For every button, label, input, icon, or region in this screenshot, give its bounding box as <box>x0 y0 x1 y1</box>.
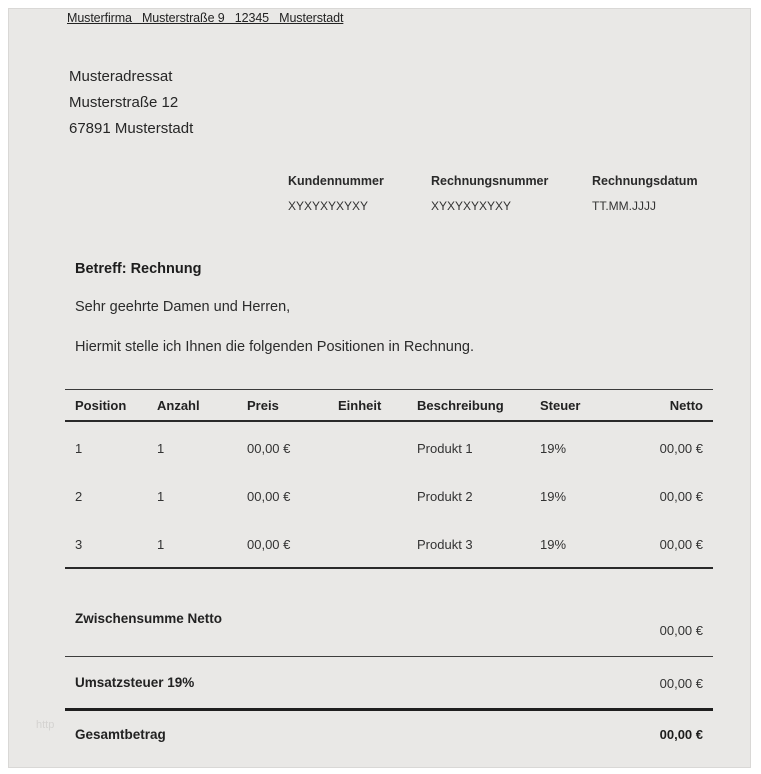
grand-total-value: 00,00 € <box>659 727 703 742</box>
invoice-number-value: XYXYXYXYXY <box>431 199 512 213</box>
table-row-2-preis: 00,00 € <box>247 489 291 504</box>
recipient-name: Musteradressat <box>69 68 173 85</box>
grand-total-label: Gesamtbetrag <box>75 727 166 742</box>
table-row-3-netto: 00,00 € <box>659 537 703 552</box>
table-row-3-beschreibung: Produkt 3 <box>417 537 473 552</box>
table-row-2-position: 2 <box>75 489 83 504</box>
column-header-netto: Netto <box>669 398 703 413</box>
vat-label: Umsatzsteuer 19% <box>75 675 195 690</box>
table-row-3-steuer: 19% <box>540 537 567 552</box>
table-row-2-beschreibung: Produkt 2 <box>417 489 473 504</box>
table-header-rule <box>65 420 713 422</box>
table-row-3-position: 3 <box>75 537 83 552</box>
sender-address-line: Musterfirma Musterstraße 9 12345 Musterstadt <box>67 11 344 25</box>
recipient-street: Musterstraße 12 <box>69 94 179 111</box>
column-header-anzahl: Anzahl <box>157 398 200 413</box>
column-header-steuer: Steuer <box>540 398 581 413</box>
invoice-number-label: Rechnungsnummer <box>431 174 549 188</box>
subtotal-rule <box>65 656 713 657</box>
table-row-3-anzahl: 1 <box>157 537 165 552</box>
column-header-preis: Preis <box>247 398 279 413</box>
table-row-1-netto: 00,00 € <box>659 441 703 456</box>
table-row-2-steuer: 19% <box>540 489 567 504</box>
vat-value: 00,00 € <box>659 676 703 691</box>
customer-number-value: XYXYXYXYXY <box>288 199 369 213</box>
items-table <box>65 389 713 570</box>
intro-line: Hiermit stelle ich Ihnen die folgenden Positionen in Rechnung. <box>75 339 474 355</box>
recipient-city: 67891 Musterstadt <box>69 120 194 137</box>
watermark-text: http <box>36 719 55 731</box>
table-row-1-position: 1 <box>75 441 83 456</box>
table-row-3-preis: 00,00 € <box>247 537 291 552</box>
table-top-rule <box>65 389 713 390</box>
table-row-1-preis: 00,00 € <box>247 441 291 456</box>
vat-rule <box>65 708 713 711</box>
subject-line: Betreff: Rechnung <box>75 261 202 277</box>
invoice-date-label: Rechnungsdatum <box>592 174 698 188</box>
table-row-1-beschreibung: Produkt 1 <box>417 441 473 456</box>
customer-number-label: Kundennummer <box>288 174 384 188</box>
table-row-2-netto: 00,00 € <box>659 489 703 504</box>
column-header-position: Position <box>75 398 127 413</box>
salutation-line: Sehr geehrte Damen und Herren, <box>75 299 291 315</box>
subtotal-value: 00,00 € <box>659 623 703 638</box>
recipient-address-block <box>69 64 193 142</box>
table-row-2-anzahl: 1 <box>157 489 165 504</box>
table-bottom-rule <box>65 567 713 569</box>
table-row-1-anzahl: 1 <box>157 441 165 456</box>
column-header-beschreibung: Beschreibung <box>417 398 504 413</box>
column-header-einheit: Einheit <box>338 398 382 413</box>
table-row-1-steuer: 19% <box>540 441 567 456</box>
subtotal-label: Zwischensumme Netto <box>75 611 223 626</box>
invoice-date-value: TT.MM.JJJJ <box>592 199 656 213</box>
